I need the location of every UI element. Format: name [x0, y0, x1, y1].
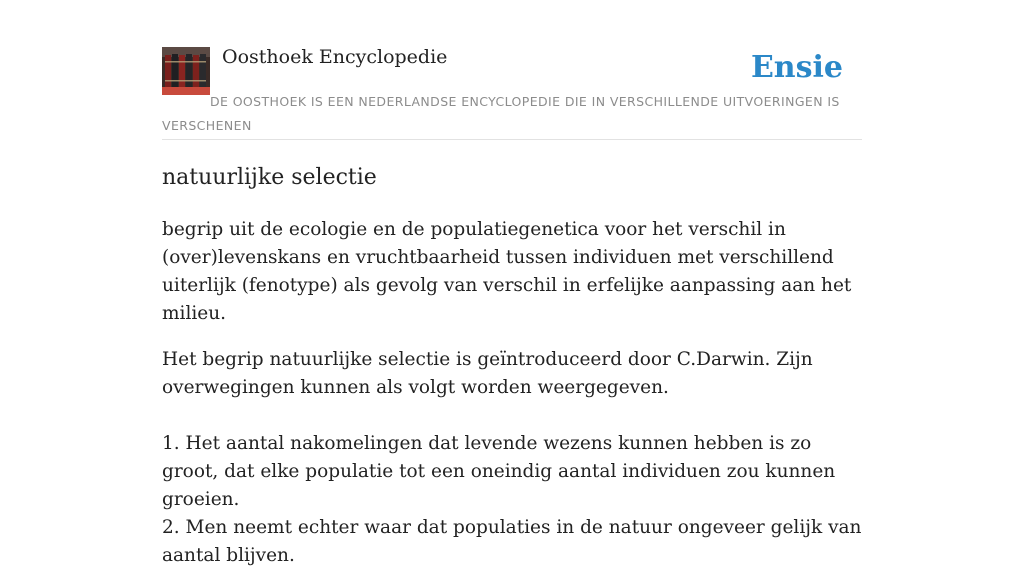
article	[162, 160, 862, 570]
page-title: natuurlijke selectie	[162, 165, 377, 190]
site-avatar[interactable]	[162, 47, 210, 95]
site-tagline: DE OOSTHOEK IS EEN NEDERLANDSE ENCYCLOPEDIE DIE IN VERSCHILLENDE UITVOERINGEN IS VERSCHENEN	[162, 94, 840, 133]
article-paragraph: Het begrip natuurlijke selectie is geïntroduceerd door C.Darwin. Zijn overwegingen kunnen als volgt worden weergegeven.	[162, 349, 813, 398]
book-spines-icon	[162, 47, 210, 95]
site-title[interactable]: Oosthoek Encyclopedie	[222, 46, 448, 68]
article-list-item: 1. Het aantal nakomelingen dat levende wezens kunnen hebben is zo groot, dat elke populatie tot een oneindig aantal individuen zou kunnen groeien.	[162, 433, 836, 510]
article-list-item: 2. Men neemt echter waar dat populaties in de natuur ongeveer gelijk van aantal blijven.	[162, 517, 862, 566]
site-header	[162, 44, 862, 140]
article-paragraph: begrip uit de ecologie en de populatiegenetica voor het verschil in (over)levenskans en vruchtbaarheid tussen individuen met verschillend uiterlijk (fenotype) als gevolg van verschil in erfelijke aanpassing aan het milieu.	[162, 219, 852, 324]
brand-logo[interactable]: Ensie	[750, 50, 843, 85]
